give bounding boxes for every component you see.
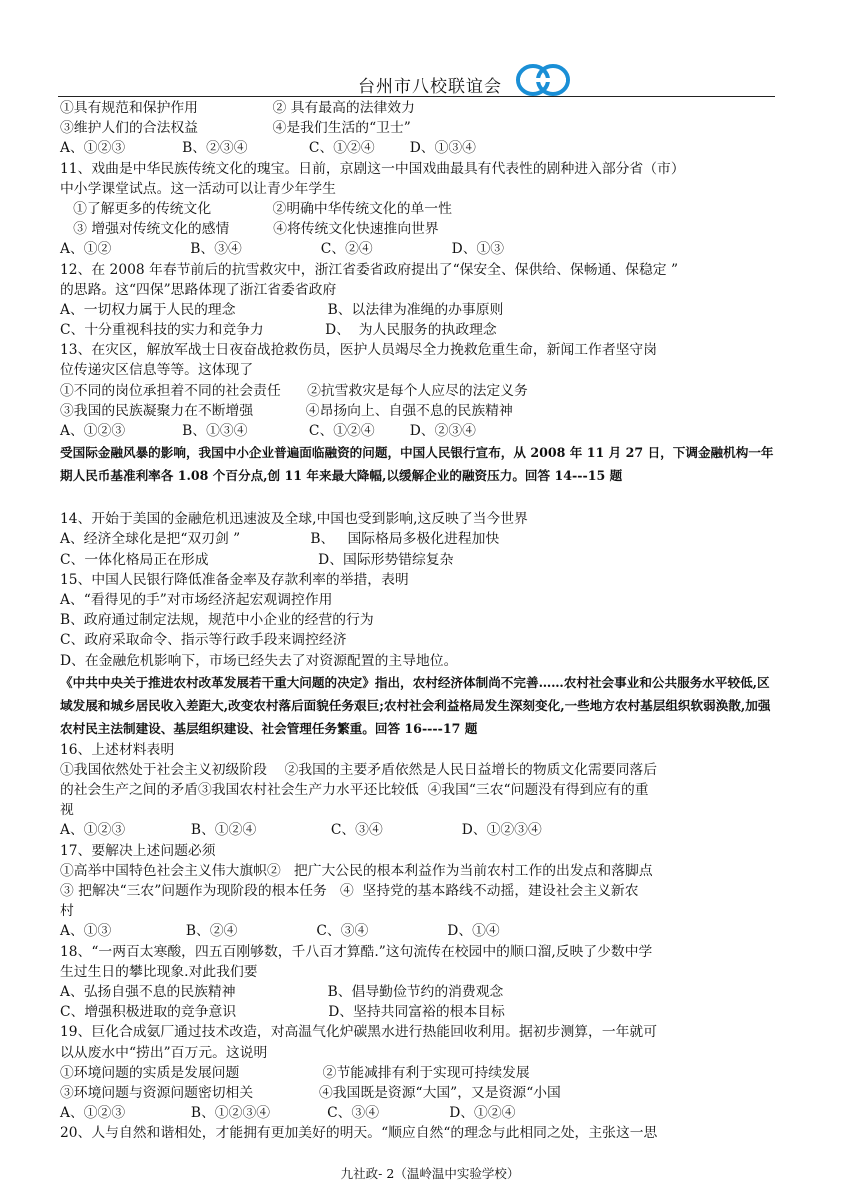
text-line: ①高举中国特色社会主义伟大旗帜② 把广大公民的根本利益作为当前农村工作的出发点和落脚点 bbox=[60, 862, 653, 879]
text-line: 15、中国人民银行降低准备金率及存款利率的举措，表明 bbox=[60, 571, 409, 588]
page-footer: 九社政- 2（温岭温中实验学校） bbox=[340, 1166, 520, 1181]
text-line: A、①②③ B、①②④ C、③④ D、①②③④ bbox=[60, 822, 542, 839]
text-line: 生过生日的攀比现象.对此我们要 bbox=[60, 963, 258, 980]
text-line: 位传递灾区信息等等。这体现了 bbox=[60, 362, 254, 379]
header-title: 台州市八校联谊会 bbox=[358, 77, 502, 97]
text-line: C、十分重视科技的实力和竞争力 D、 为人民服务的执政理念 bbox=[60, 322, 497, 339]
text-line: ①环境问题的实质是发展问题 ②节能减排有利于实现可持续发展 bbox=[60, 1064, 530, 1081]
text-line: C、一体化格局正在形成 D、国际形势错综复杂 bbox=[60, 551, 454, 568]
text-line: ③ 增强对传统文化的感情 ④将传统文化快速推向世界 bbox=[60, 221, 439, 238]
text-line: 中小学课堂试点。这一活动可以让青少年学生 bbox=[60, 180, 336, 197]
text-line: A、①②③ B、①②③④ C、③④ D、①②④ bbox=[60, 1105, 516, 1122]
text-line: ③维护人们的合法权益 ④是我们生活的“卫士” bbox=[60, 120, 411, 137]
text-line: 13、在灾区，解放军战士日夜奋战抢救伤员，医护人员竭尽全力挽救危重生命，新闻工作者坚守岗 bbox=[60, 342, 658, 359]
questions-14-15 bbox=[60, 509, 776, 671]
text-line: 的社会生产之间的矛盾③我国农村社会生产力水平还比较低 ④我国“三农“问题没有得到应有的重 bbox=[60, 782, 649, 799]
text-line: 11、戏曲是中华民族传统文化的瑰宝。日前，京剧这一中国戏曲最具有代表性的剧种进入部分省（市） bbox=[60, 160, 685, 177]
text-line: ①不同的岗位承担着不同的社会责任 ②抗雪救灾是每个人应尽的法定义务 bbox=[60, 382, 528, 399]
text-line: 村 bbox=[60, 903, 74, 920]
text-line: B、政府通过制定法规，规范中小企业的经营的行为 bbox=[60, 612, 374, 629]
linked-rings-logo-icon bbox=[514, 62, 572, 98]
text-line: D、在金融危机影响下，市场已经失去了对资源配置的主导地位。 bbox=[60, 652, 458, 669]
text-line: ③我国的民族凝聚力在不断增强 ④昂扬向上、自强不息的民族精神 bbox=[60, 402, 513, 419]
material-paragraph-2: 《中共中央关于推进农村改革发展若干重大问题的决定》指出，农村经济体制尚不完善……农村社会事业和公共服务水平较低,区域发展和城乡居民收入差距大,改变农村落后面貌任务艰巨;农村社会利益格局发生深刻变化,一些地方农村基层组织软弱涣散,加强农村民主法制建设、基层组织建设、社会管理任务繁重。回答 16----17 题 bbox=[60, 674, 771, 736]
text-line: ③环境问题与资源问题密切相关 ④我国既是资源“大国”，又是资源“小国 bbox=[60, 1084, 561, 1101]
text-line: A、经济全球化是把“双刃剑 ” B、 国际格局多极化进程加快 bbox=[60, 531, 500, 548]
spacer bbox=[60, 487, 776, 509]
text-line: C、增强积极进取的竞争意识 D、坚持共同富裕的根本目标 bbox=[60, 1004, 505, 1021]
text-line: 17、要解决上述问题必须 bbox=[60, 842, 216, 859]
exam-content bbox=[60, 98, 776, 1143]
text-line: 视 bbox=[60, 802, 74, 819]
text-line: A、“看得见的手”对市场经济起宏观调控作用 bbox=[60, 591, 333, 608]
text-line: 的思路。这“四保”思路体现了浙江省委省政府 bbox=[60, 281, 337, 298]
text-line: 18、“一两百太寒酸，四五百刚够数，千八百才算酷.”这句流传在校园中的顺口溜,反映了少数中学 bbox=[60, 943, 653, 960]
text-line: C、政府采取命令、指示等行政手段来调控经济 bbox=[60, 632, 347, 649]
text-line: ①我国依然处于社会主义初级阶段 ②我国的主要矛盾依然是人民日益增长的物质文化需要同落后 bbox=[60, 761, 658, 778]
material-paragraph-1: 受国际金融风暴的影响，我国中小企业普遍面临融资的问题，中国人民银行宣布，从 2008 年 11 月 27 日，下调金融机构一年期人民币基准利率各 1.08 个百分点,创 11 年来最大降幅,以缓解企业的融资压力。回答 14---15 题 bbox=[60, 445, 774, 484]
text-line: ①了解更多的传统文化 ②明确中华传统文化的单一性 bbox=[60, 200, 452, 217]
text-line: ③ 把解决“三农”问题作为现阶段的根本任务 ④ 坚持党的基本路线不动摇，建设社会主义新农 bbox=[60, 883, 639, 899]
text-line: A、①③ B、②④ C、③④ D、①④ bbox=[60, 923, 500, 940]
text-line: A、①② B、③④ C、②④ D、①③ bbox=[60, 241, 505, 258]
text-line: A、①②③ B、①③④ C、①②④ D、②③④ bbox=[60, 423, 476, 439]
text-line: 14、开始于美国的金融危机迅速波及全球,中国也受到影响,这反映了当今世界 bbox=[60, 511, 528, 528]
text-line: 以从废水中“捞出”百万元。这说明 bbox=[60, 1044, 268, 1061]
header-rule bbox=[58, 96, 775, 97]
text-line: 12、在 2008 年春节前后的抗雪救灾中，浙江省委省政府提出了“保安全、保供给、保畅通、保稳定 ” bbox=[60, 261, 679, 278]
questions-10-13 bbox=[60, 98, 776, 441]
text-line: 19、巨化合成氨厂通过技术改造，对高温气化炉碳黑水进行热能回收利用。据初步测算，一年就可 bbox=[60, 1024, 658, 1041]
text-line: 16、上述材料表明 bbox=[60, 741, 175, 758]
text-line: A、①②③ B、②③④ C、①②④ D、①③④ bbox=[60, 140, 476, 157]
text-line: A、一切权力属于人民的理念 B、以法律为准绳的办事原则 bbox=[60, 301, 504, 318]
text-line: A、弘扬自强不息的民族精神 B、倡导勤俭节约的消费观念 bbox=[60, 983, 504, 1000]
questions-16-20 bbox=[60, 740, 776, 1144]
text-line: 20、人与自然和谐相处，才能拥有更加美好的明天。“顺应自然“的理念与此相同之处，主张这一思 bbox=[60, 1125, 658, 1142]
text-line: ①具有规范和保护作用 ② 具有最高的法律效力 bbox=[60, 100, 415, 116]
